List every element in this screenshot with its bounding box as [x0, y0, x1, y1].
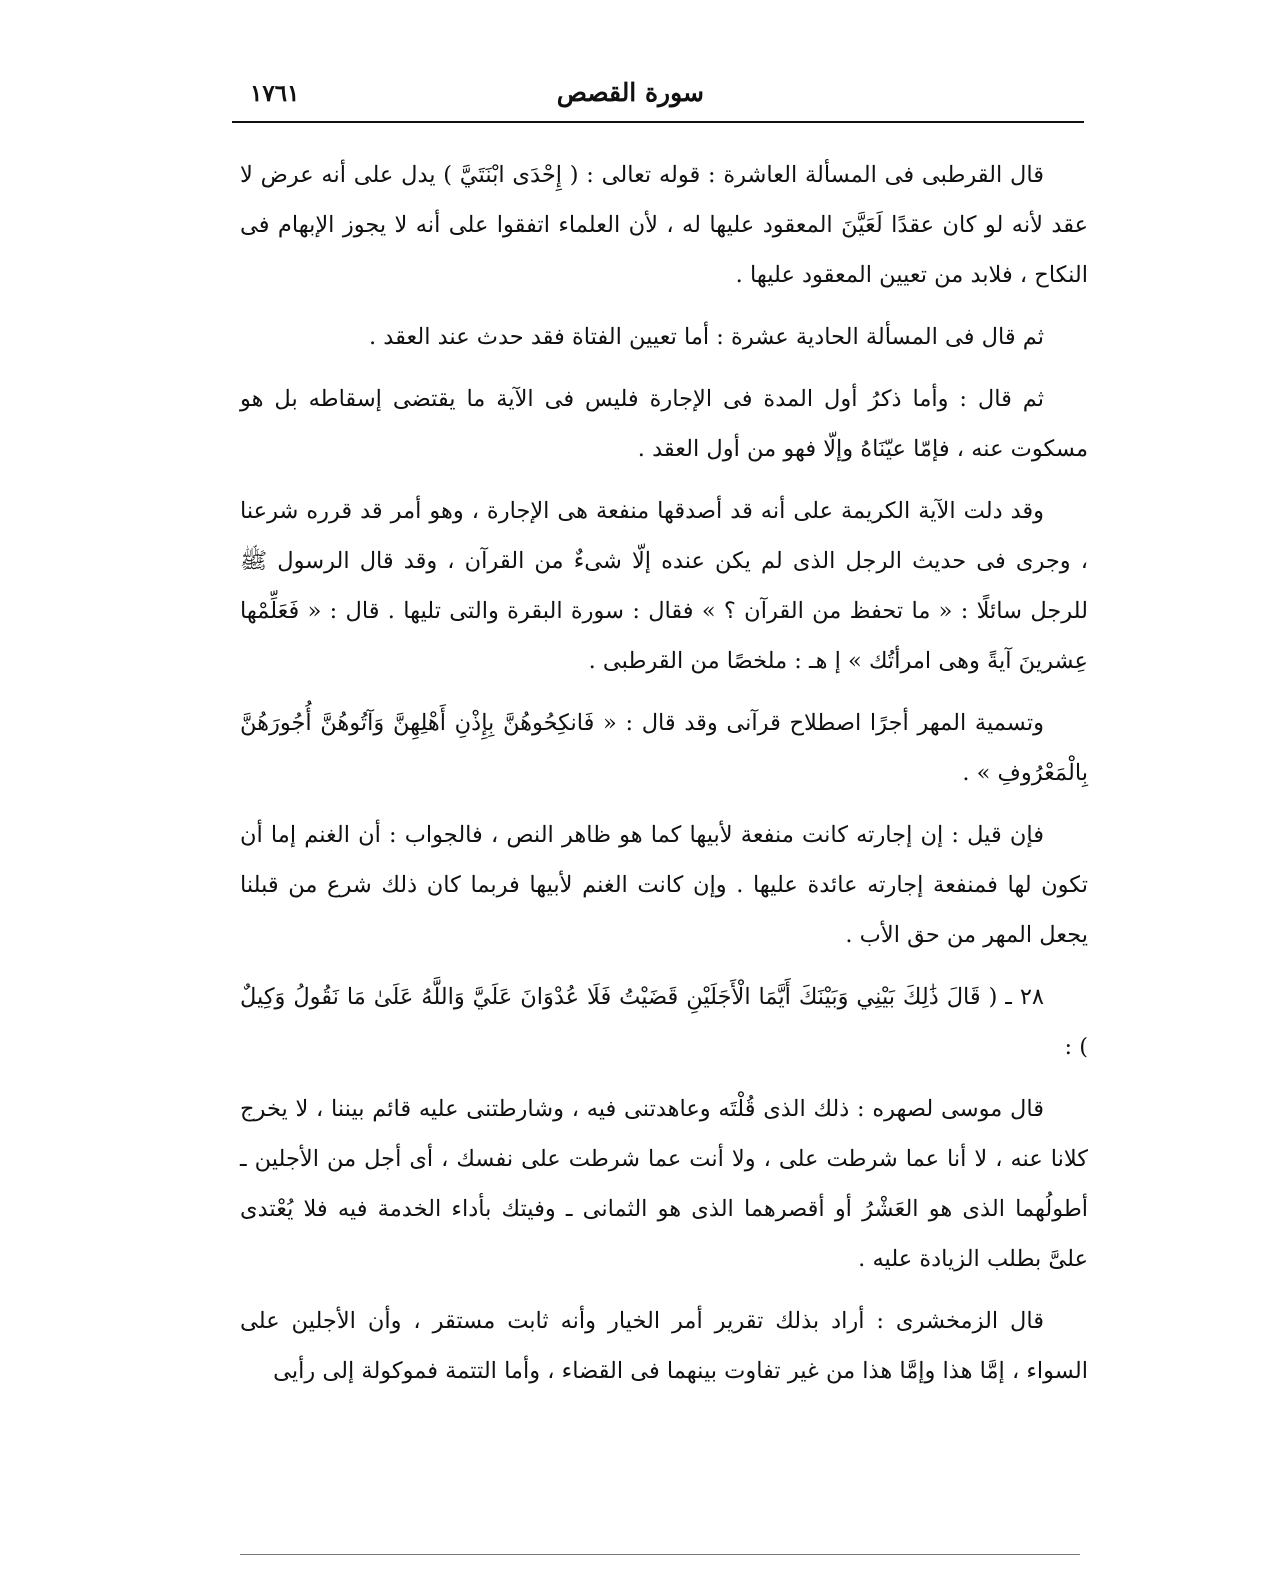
- surah-title: سورة القصص: [556, 78, 704, 107]
- page-number: ١٧٦١: [250, 80, 300, 107]
- footer-rule: [240, 1554, 1080, 1555]
- paragraph-zamakhshari: قال الزمخشرى : أراد بذلك تقرير أمر الخيار وأنه ثابت مستقر ، وأن الأجلين على السواء ، إمَّا هذا وإمَّا هذا من غير تفاوت بينهما فى القضاء ، وأما التتمة فموكولة إلى رأيى: [240, 1308, 1088, 1384]
- paragraph-musa-reply: قال موسى لصهره : ذلك الذى قُلْتَه وعاهدتنى فيه ، وشارطتنى عليه قائم بيننا ، لا يخرج كلانا عنه ، لا أنا عما شرطت على ، ولا أنت عما شرطت على نفسك ، أى أجل من الأجلين ـ أطولُهما الذى هو العَشْرُ أو أقصرهما الذى هو الثمانى ـ وفيتك بأداء الخدمة فيه فلا يُعْتدى علىَّ بطلب الزيادة عليه .: [240, 1096, 1088, 1272]
- paragraph-start-of-term: ثم قال : وأما ذكرُ أول المدة فى الإجارة فليس فى الآية ما يقتضى إسقاطه بل هو مسكوت عنه ، فإمّا عيّنَاهُ وإلّا فهو من أول العقد .: [240, 386, 1088, 462]
- paragraph-qurtubi-tenth: قال القرطبى فى المسألة العاشرة : قوله تعالى : ( إِحْدَى ابْنَتَيَّ ) يدل على أنه عرض لا عقد لأنه لو كان عقدًا لَعَيَّنَ المعقود عليها له ، لأن العلماء اتفقوا على أنه لا يجوز الإبهام فى النكاح ، فلابد من تعيين المعقود عليها .: [240, 162, 1088, 288]
- page-header: [232, 78, 1084, 114]
- paragraph-objection: فإن قيل : إن إجارته كانت منفعة لأبيها كما هو ظاهر النص ، فالجواب : أن الغنم إما أن تكون لها فمنفعة إجارته عائدة عليها . وإن كانت الغنم لأبيها فربما كان ذلك شرع من قبلنا يجعل المهر من حق الأب .: [240, 822, 1088, 948]
- paragraph-dowry-naming: وتسمية المهر أجرًا اصطلاح قرآنى وقد قال : « فَانكِحُوهُنَّ بِإِذْنِ أَهْلِهِنَّ وَآتُوهُنَّ أُجُورَهُنَّ بِالْمَعْرُوفِ » .: [240, 710, 1088, 786]
- paragraph-dowry-benefit: وقد دلت الآية الكريمة على أنه قد أصدقها منفعة هى الإجارة ، وهو أمر قد قرره شرعنا ، وجرى فى حديث الرجل الذى لم يكن عنده إلّا شىءٌ من القرآن ، وقد قال الرسول ﷺ للرجل سائلًا : « ما تحفظ من القرآن ؟ » فقال : سورة البقرة والتى تليها . قال : « فَعَلِّمْها عِشرينَ آيةً وهى امرأتُك » إ هـ : ملخصًا من القرطبى .: [240, 498, 1088, 674]
- paragraph-eleventh-question: ثم قال فى المسألة الحادية عشرة : أما تعيين الفتاة فقد حدث عند العقد .: [369, 324, 1044, 350]
- verse-28: ٢٨ ـ ( قَالَ ذَٰلِكَ بَيْنِي وَبَيْنَكَ أَيَّمَا الْأَجَلَيْنِ قَضَيْتُ فَلَا عُدْوَانَ عَلَيَّ وَاللَّهُ عَلَىٰ مَا نَقُولُ وَكِيلٌ ) :: [240, 984, 1088, 1060]
- header-rule: [232, 121, 1084, 123]
- body-text: [240, 150, 1088, 1402]
